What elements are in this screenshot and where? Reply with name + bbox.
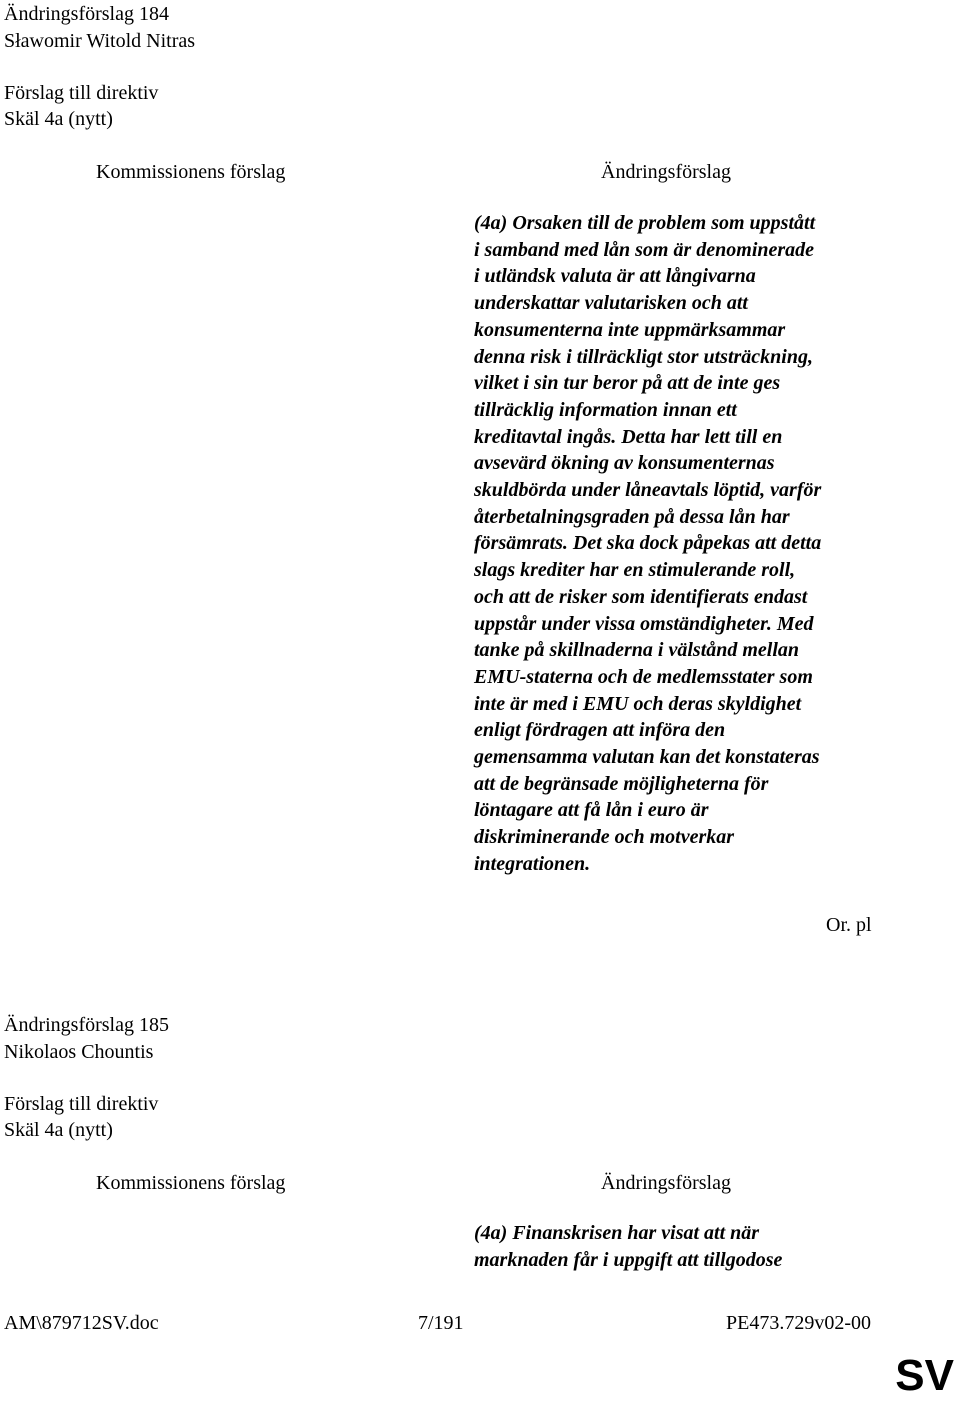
text-line: (4a) Orsaken till de problem som uppstått bbox=[474, 212, 816, 234]
text-line: enligt fördragen att införa den bbox=[474, 719, 726, 742]
footer-doc-ref: AM\879712SV.doc bbox=[4, 1312, 159, 1334]
recital-ref: Skäl 4a (nytt) bbox=[4, 108, 113, 130]
column-header-commission: Kommissionens förslag bbox=[96, 161, 286, 183]
text-line: underskattar valutarisken och att bbox=[474, 292, 748, 315]
text-line: uppstår under vissa omständigheter. Med bbox=[474, 612, 814, 635]
text-line: diskriminerande och motverkar bbox=[474, 826, 735, 849]
text-line: inte är med i EMU och deras skyldighet bbox=[474, 692, 802, 715]
text-line: slags krediter har en stimulerande roll, bbox=[474, 559, 796, 582]
text-line: löntagare att få lån i euro är bbox=[474, 799, 709, 822]
text-line: tanke på skillnaderna i välstånd mellan bbox=[474, 639, 800, 662]
text-line: skuldbörda under låneavtals löptid, varför bbox=[474, 479, 822, 502]
text-line: vilket i sin tur beror på att de inte ges bbox=[474, 372, 781, 395]
column-header-amendment: Ändringsförslag bbox=[601, 1172, 731, 1194]
text-line: gemensamma valutan kan det konstateras bbox=[474, 746, 820, 769]
column-header-amendment: Ändringsförslag bbox=[601, 161, 731, 183]
amendment-text bbox=[474, 1220, 904, 1273]
amendment-author: Nikolaos Chountis bbox=[4, 1041, 154, 1063]
amendment-text bbox=[474, 210, 904, 878]
text-line: avsevärd ökning av konsumenternas bbox=[474, 452, 775, 475]
amendment-number: Ändringsförslag 185 bbox=[4, 1014, 169, 1036]
column-header-commission: Kommissionens förslag bbox=[96, 1172, 286, 1194]
text-line: denna risk i tillräckligt stor utsträckning, bbox=[474, 345, 813, 368]
amendment-number: Ändringsförslag 184 bbox=[4, 3, 169, 25]
text-line: tillräcklig information innan ett bbox=[474, 398, 737, 421]
text-line: (4a) Finanskrisen har visat att när bbox=[474, 1222, 760, 1244]
text-line: att de begränsade möjligheterna för bbox=[474, 772, 769, 795]
text-line: och att de risker som identifierats endast bbox=[474, 585, 808, 608]
text-line: i utländsk valuta är att långivarna bbox=[474, 265, 756, 288]
proposal-title: Förslag till direktiv bbox=[4, 1093, 159, 1115]
recital-ref: Skäl 4a (nytt) bbox=[4, 1119, 113, 1141]
text-line: marknaden får i uppgift att tillgodose bbox=[474, 1248, 783, 1271]
language-badge: SV bbox=[895, 1351, 954, 1400]
amendment-author: Sławomir Witold Nitras bbox=[4, 30, 196, 52]
text-line: integrationen. bbox=[474, 852, 591, 875]
text-line: i samband med lån som är denominerade bbox=[474, 238, 815, 261]
text-line: konsumenterna inte uppmärksammar bbox=[474, 318, 786, 341]
footer-pe-ref: PE473.729v02-00 bbox=[726, 1312, 871, 1334]
text-line: EMU-staterna och de medlemsstater som bbox=[474, 665, 813, 688]
original-language: Or. pl bbox=[826, 914, 872, 936]
proposal-title: Förslag till direktiv bbox=[4, 82, 159, 104]
text-line: försämrats. Det ska dock påpekas att detta bbox=[474, 532, 822, 555]
text-line: kreditavtal ingås. Detta har lett till en bbox=[474, 425, 783, 448]
text-line: återbetalningsgraden på dessa lån har bbox=[474, 505, 790, 528]
footer-page-number: 7/191 bbox=[418, 1312, 464, 1334]
